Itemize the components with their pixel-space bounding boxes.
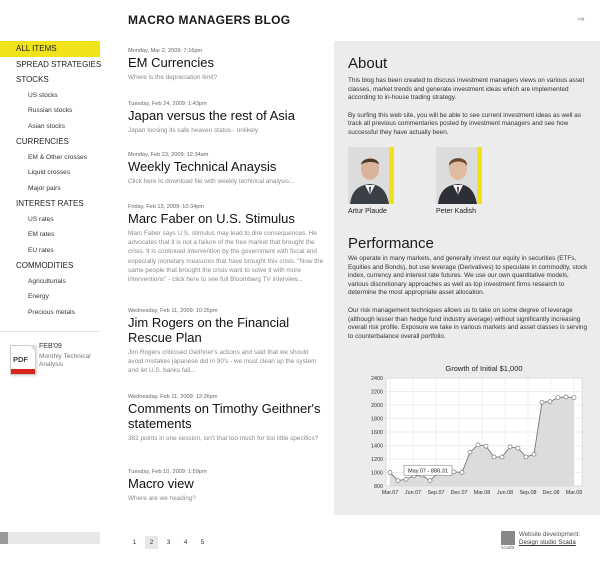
pdf-date: FEB'09 <box>39 343 62 350</box>
category-nav <box>0 41 100 320</box>
performance-paragraph: Our risk management techniques allows us to take on some degree of leverage (although lesser than hedge fund industry average) without significantly increasing overall risk profile. Exposure we take in various markets and asset classes is serving to counterbalance overall portfolio. <box>348 306 588 340</box>
data-point <box>548 400 552 404</box>
blog-post <box>128 204 324 284</box>
scada-logo-icon <box>501 531 515 545</box>
post-title-link[interactable]: Macro view <box>128 476 194 491</box>
x-tick-label: Sep.07 <box>427 490 445 496</box>
nav-item-agriculturials[interactable]: Agriculturials <box>28 277 66 285</box>
post-excerpt: 382 points in one session, isn't that too much for too little specifics? <box>128 435 319 442</box>
chart-tooltip-text: May.07 - 880.31 <box>407 468 449 475</box>
about-text <box>348 77 588 147</box>
credit-link[interactable]: Design studio Scada <box>519 539 576 546</box>
post-title-link[interactable]: Japan versus the rest of Asia <box>128 108 295 123</box>
info-panel <box>334 41 600 515</box>
nav-item-currencies[interactable]: CURRENCIES <box>16 137 69 146</box>
post-date: Tuesday, Feb 10, 2009: 1:59pm <box>128 469 207 475</box>
x-tick-label: Dec.07 <box>450 490 468 496</box>
nav-item-russian-stocks[interactable]: Russian stocks <box>28 107 73 114</box>
nav-item-us-stocks[interactable]: US stocks <box>28 91 58 99</box>
blog-post <box>128 394 324 443</box>
manager-photo <box>348 147 394 204</box>
rss-arrow-icon[interactable]: ⇒ <box>577 14 585 24</box>
nav-item-asian-stocks[interactable]: Asian stocks <box>28 122 66 130</box>
data-point <box>452 470 456 474</box>
data-point <box>476 443 480 447</box>
blog-post <box>128 308 324 376</box>
post-title-link[interactable]: Jim Rogers on the Financial Rescue Plan <box>128 315 290 345</box>
data-point <box>468 450 472 454</box>
data-point <box>564 395 568 399</box>
nav-item-us-rates[interactable]: US rates <box>28 215 54 223</box>
pdf-icon-text: PDF <box>13 355 28 364</box>
x-tick-label: Mar.07 <box>381 490 399 496</box>
nav-item-energy[interactable]: Energy <box>28 293 49 300</box>
monthly-report-link[interactable] <box>10 343 100 377</box>
blog-post <box>128 152 324 186</box>
person-portrait-icon <box>436 147 482 204</box>
data-point <box>516 446 520 450</box>
post-date: Wednesday, Feb 11, 2009: 12:26pm <box>128 394 218 400</box>
nav-item-spread-strategies[interactable]: SPREAD STRATEGIES <box>16 59 102 69</box>
pdf-icon <box>10 345 36 375</box>
post-excerpt: Where is the depreciation limit? <box>128 74 218 81</box>
y-tick-label: 1200 <box>371 457 383 463</box>
y-tick-label: 1000 <box>371 470 383 477</box>
x-tick-label: Mar.08 <box>473 490 491 496</box>
y-tick-label: 1800 <box>371 416 383 423</box>
blog-post <box>128 469 324 503</box>
post-excerpt: Marc Faber says U.S. stimulus may lead to dire consequences. He advocates that it is not a failure of the free market that brought the crisis. It is continued intervention by the government with fiscal and especially monetary measures that have brought this crisis. "Now the same people that brought the crisis want to solve it with more interventions" - click here to see full Bloomberg TV interview... <box>128 230 324 284</box>
manager-photo <box>436 147 482 204</box>
developer-credit <box>501 531 600 551</box>
post-date: Monday, Feb 23, 2009: 12:34am <box>128 152 209 158</box>
post-date: Wednesday, Feb 11, 2009: 10:25pm <box>128 308 218 314</box>
performance-title: Performance <box>348 235 434 252</box>
y-tick-label: 800 <box>374 484 383 490</box>
post-excerpt: Japan loosing its safe heaven status - unlikely <box>128 127 259 134</box>
y-tick-label: 1600 <box>371 430 383 436</box>
manager-name: Peter Kadish <box>436 208 477 215</box>
about-paragraph: This blog has been created to discuss investment managers views on various asset classes, market trends and generate investment ideas which are implemented according to in-house trading strategy. <box>348 77 585 102</box>
nav-item-all-items[interactable]: ALL ITEMS <box>0 41 100 57</box>
y-tick-label: 1400 <box>371 443 383 450</box>
nav-item-interest-rates[interactable]: INTEREST RATES <box>16 199 84 208</box>
scada-logo-text: scada <box>501 545 515 551</box>
nav-item-commodities[interactable]: COMMODITIES <box>16 261 74 270</box>
credit-label: Website development: <box>519 531 581 538</box>
x-tick-label: Jun.08 <box>496 490 514 496</box>
page-link-5[interactable]: 5 <box>200 539 205 546</box>
footer-scroll-handle[interactable] <box>0 532 8 544</box>
post-title-link[interactable]: Comments on Timothy Geithner's statements <box>128 401 321 431</box>
post-title-link[interactable]: Marc Faber on U.S. Stimulus <box>128 211 295 226</box>
post-excerpt: Jim Rogers criticised Geithner's actions and said that we should avoid mistakes japanese did in 90's - we must clean up the system and let U.S. banks fail... <box>128 349 317 375</box>
performance-paragraph: We operate in many markets, and generally invest our equity in securities (ETFs, Equities and Bonds), but use leverage (Derivatives) to speculate in commodity, stock index, currency and interest rate futures. We use our own quantitative models, various discretionary approaches as well as top investment firms research to determine the most appropriate asset allocation. <box>348 255 588 297</box>
post-date: Friday, Feb 13, 2009: 10:34pm <box>128 204 205 210</box>
x-tick-label: Dec.08 <box>542 490 560 496</box>
x-tick-label: Jun.07 <box>404 490 422 496</box>
about-title: About <box>348 55 388 72</box>
data-point <box>404 477 408 481</box>
page-link-1[interactable]: 1 <box>132 539 137 546</box>
data-point <box>492 455 496 459</box>
nav-item-major-pairs[interactable]: Major pairs <box>28 184 61 192</box>
data-point <box>460 471 464 475</box>
y-tick-label: 2400 <box>371 376 383 382</box>
data-point <box>428 479 432 483</box>
manager-artur-plaude[interactable] <box>348 147 400 215</box>
footer-scroll-track[interactable] <box>0 532 100 544</box>
nav-item-precious-metals[interactable]: Precious metals <box>28 308 75 316</box>
nav-item-em-rates[interactable]: EM rates <box>28 231 55 238</box>
nav-divider <box>0 331 100 332</box>
data-point <box>484 444 488 448</box>
page-link-3[interactable]: 3 <box>166 539 171 546</box>
blog-post <box>128 101 324 135</box>
nav-item-liquid-crosses[interactable]: Liquid crosses <box>28 169 71 176</box>
nav-item-stocks[interactable]: STOCKS <box>16 75 49 84</box>
post-excerpt: Where are we heading? <box>128 495 196 502</box>
data-point <box>532 452 536 456</box>
post-title-link[interactable]: Weekly Technical Anaysis <box>128 159 277 174</box>
pdf-strip <box>11 369 35 374</box>
data-point <box>508 445 512 449</box>
growth-chart-svg <box>350 362 590 508</box>
y-tick-label: 2000 <box>371 403 383 409</box>
page-link-4[interactable]: 4 <box>183 539 188 546</box>
blog-post <box>128 48 324 82</box>
post-excerpt: Click here to download file with weekly technical analysis... <box>128 178 295 185</box>
pdf-label: Monthly Technical Analysis <box>39 353 91 368</box>
nav-item-eu-rates[interactable]: EU rates <box>28 246 54 254</box>
manager-peter-kadish[interactable] <box>436 147 488 215</box>
nav-item-em-other-crosses[interactable]: EM & Other crosses <box>28 153 87 161</box>
data-point <box>572 396 576 400</box>
data-point <box>556 396 560 400</box>
pagination <box>128 531 213 544</box>
manager-name: Artur Plaude <box>348 208 387 215</box>
x-tick-label: Mar.09 <box>565 490 583 496</box>
page-link-2[interactable]: 2 <box>145 536 158 549</box>
site-title[interactable]: MACRO MANAGERS BLOG <box>128 13 291 27</box>
data-point <box>500 455 504 459</box>
person-portrait-icon <box>348 147 394 204</box>
performance-text <box>348 255 588 350</box>
photo-accent-bar <box>477 147 482 204</box>
photo-accent-bar <box>389 147 394 204</box>
data-point <box>524 455 528 459</box>
chart-title: Growth of Initial $1,000 <box>445 364 523 373</box>
post-date: Monday, Mar 2, 2009: 7:16pm <box>128 48 203 54</box>
growth-chart[interactable] <box>350 362 590 508</box>
data-point <box>540 400 544 404</box>
data-point <box>396 479 400 483</box>
y-tick-label: 2200 <box>371 389 383 396</box>
post-title-link[interactable]: EM Currencies <box>128 55 214 70</box>
x-tick-label: Sep.08 <box>519 490 537 496</box>
data-point <box>388 471 392 475</box>
about-paragraph: By surfing this web site, you will be able to see current investment ideas as well as track all previous commentaries posted by investment managers and see how successful they have actually been. <box>348 111 582 136</box>
post-date: Tuesday, Feb 24, 2009: 1:43pm <box>128 101 207 107</box>
